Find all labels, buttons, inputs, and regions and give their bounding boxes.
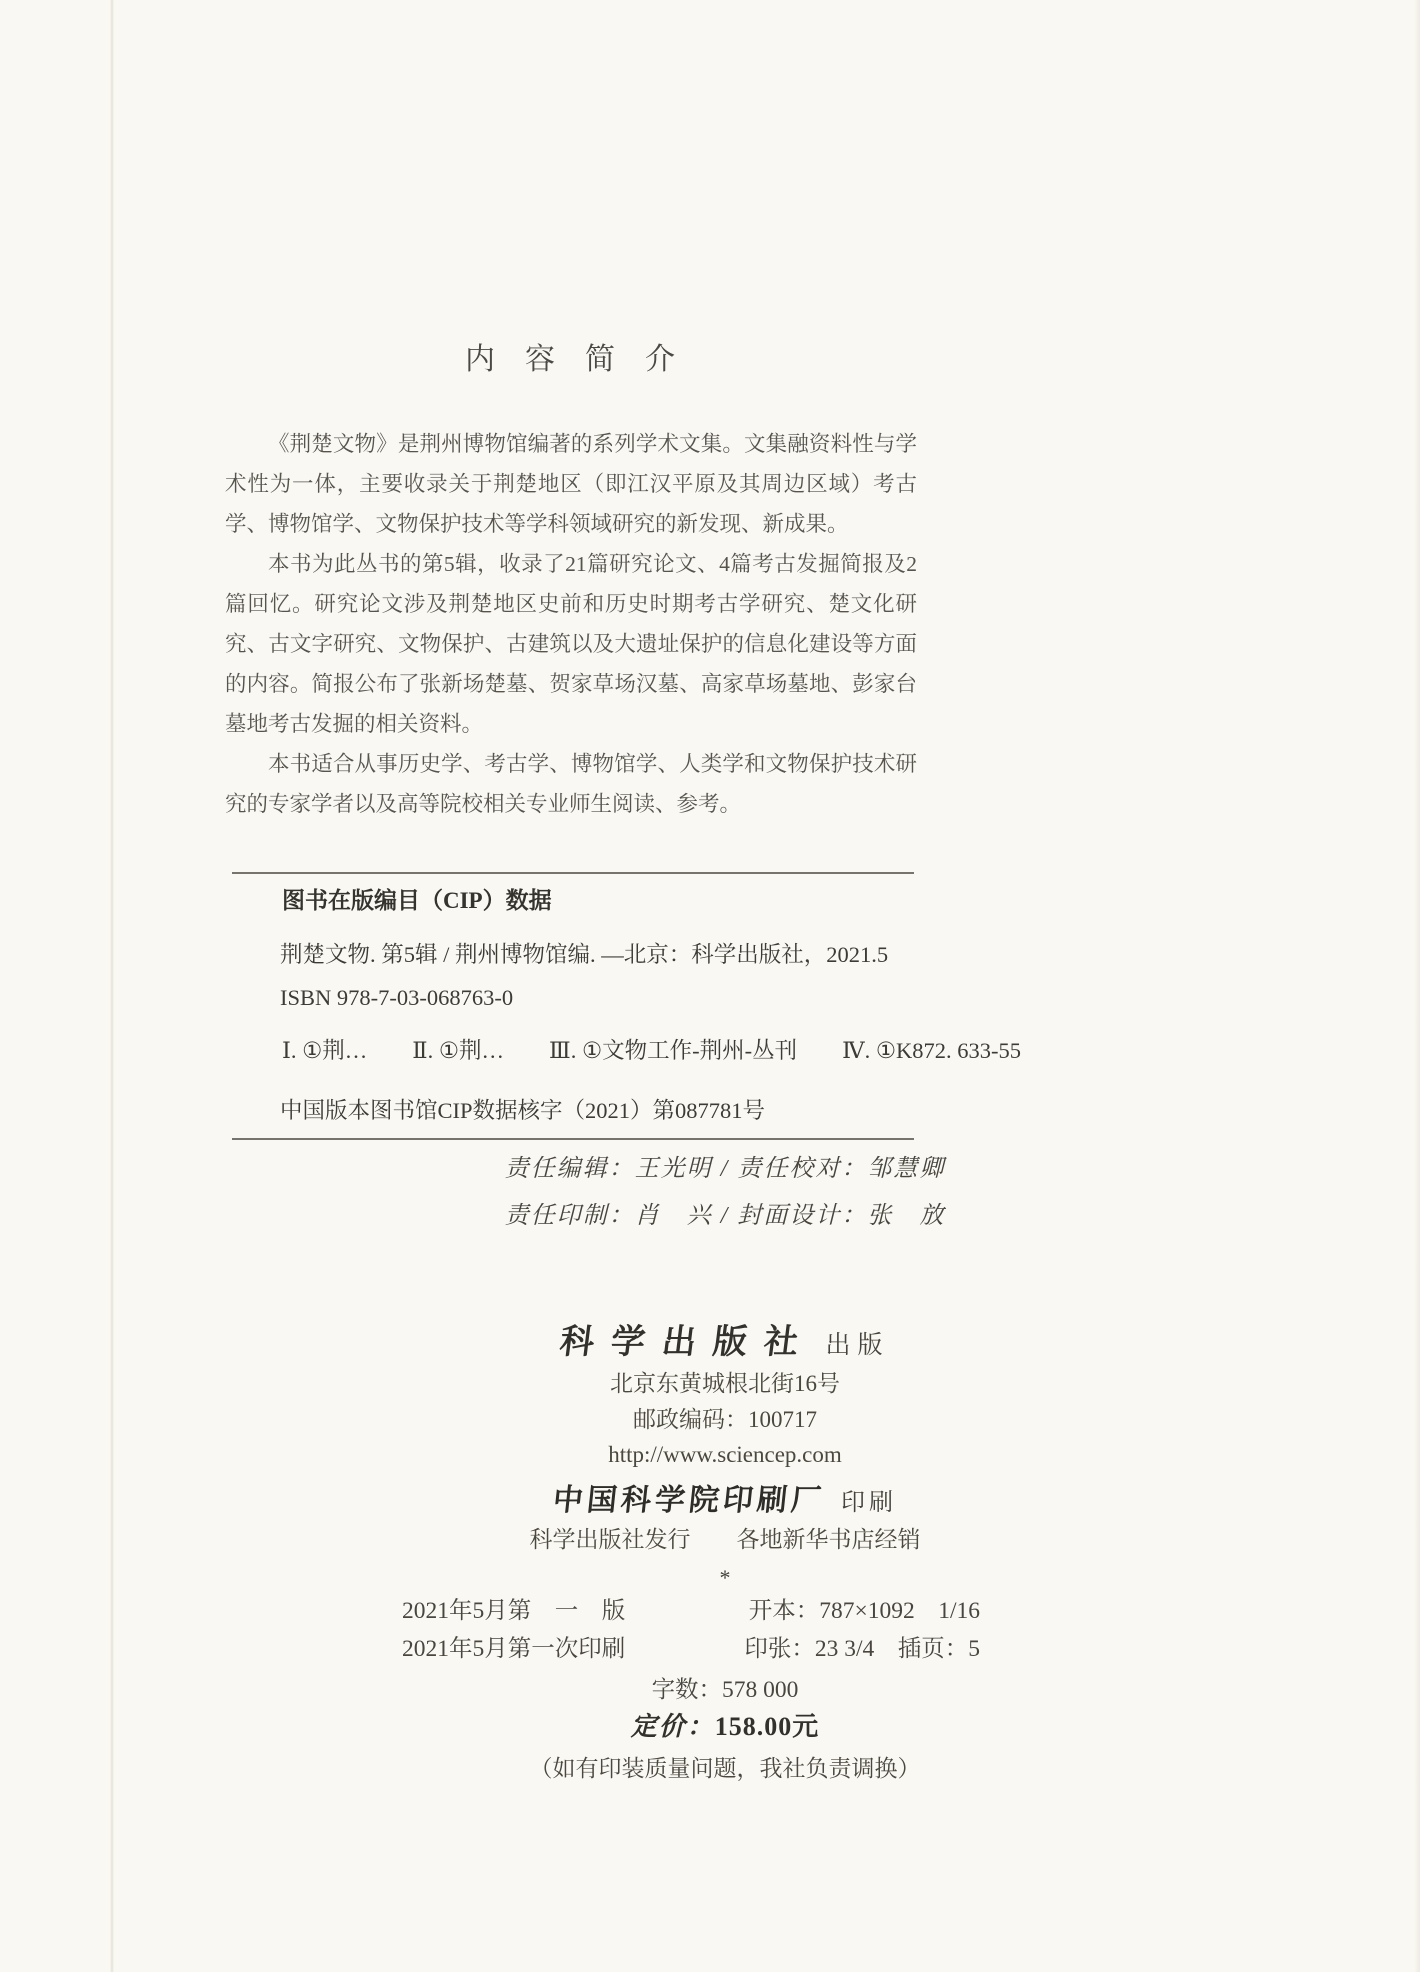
price-line (15, 1706, 1420, 1743)
distribution-line: 科学出版社发行 各地新华书店经销 (529, 1527, 921, 1552)
cip-bottom-rule (232, 1138, 914, 1140)
credit-editors: 责任编辑：王光明 / 责任校对：邹慧卿 (504, 1156, 946, 1182)
printing-row (402, 1636, 980, 1663)
intro-paragraph-1: 《荆楚文物》是荆州博物馆编著的系列学术文集。文集融资料性与学术性为一体，主要收录关于荆楚地区（即江汉平原及其周边区域）考古学、博物馆学、文物保护技术等学科领域研究的新发现、新成果。 (225, 432, 917, 536)
publisher-website: http://www.sciencep.com (608, 1442, 842, 1467)
intro-paragraph-2: 本书为此丛书的第5辑，收录了21篇研究论文、4篇考古发掘简报及2篇回忆。研究论文涉及荆楚地区史前和历史时期考古学研究、楚文化研究、古文字研究、文物保护、古建筑以及大遗址保护的信息化建设等方面的内容。简报公布了张新场楚墓、贺家草场汉墓、高家草场墓地、彭家台墓地考古发掘的相关资料。 (225, 552, 917, 736)
cip-heading: 图书在版编目（CIP）数据 (282, 888, 552, 913)
printer-line (15, 1482, 1420, 1522)
price-value: 158.00元 (714, 1712, 820, 1741)
science-press-logo: 科学出版社 (558, 1324, 818, 1361)
intro-text (225, 424, 917, 824)
printer-logo: 中国科学院印刷厂 (551, 1484, 827, 1517)
quality-notice: （如有印装质量问题，我社负责调换） (529, 1756, 921, 1781)
publisher-suffix: 出版 (825, 1332, 890, 1359)
format-spec: 开本：787×1092 1/16 (748, 1598, 980, 1624)
star-divider: * (719, 1565, 731, 1590)
publisher-address: 北京东黄城根北街16号 (610, 1371, 840, 1396)
sheets-spec: 印张：23 3/4 插页：5 (744, 1636, 980, 1662)
intro-title: 内 容 简 介 (465, 343, 675, 376)
intro-paragraph-3: 本书适合从事历史学、考古学、博物馆学、人类学和文物保护技术研究的专家学者以及高等院校相关专业师生阅读、参考。 (225, 752, 917, 816)
cip-isbn: ISBN 978-7-03-068763-0 (280, 985, 514, 1010)
credit-print-design: 责任印制：肖 兴 / 封面设计：张 放 (504, 1203, 946, 1229)
printer-suffix: 印刷 (841, 1490, 897, 1516)
publisher-postcode: 邮政编码：100717 (633, 1407, 817, 1432)
cip-top-rule (232, 872, 914, 874)
printing-date: 2021年5月第一次印刷 (402, 1636, 626, 1662)
edition-row (402, 1598, 980, 1625)
edition-date: 2021年5月第 一 版 (402, 1598, 626, 1624)
publisher-line (15, 1322, 1420, 1367)
price-label: 定价： (630, 1712, 715, 1741)
cip-classification: Ⅰ. ①荆… Ⅱ. ①荆… Ⅲ. ①文物工作-荆州-丛刊 Ⅳ. ①K872. 633-55 (282, 1038, 1022, 1063)
cip-title-line: 荆楚文物. 第5辑 / 荆州博物馆编. —北京：科学出版社，2021.5 (280, 942, 889, 967)
word-count: 字数：578 000 (651, 1677, 799, 1703)
cip-record-number: 中国版本图书馆CIP数据核字（2021）第087781号 (280, 1098, 766, 1123)
